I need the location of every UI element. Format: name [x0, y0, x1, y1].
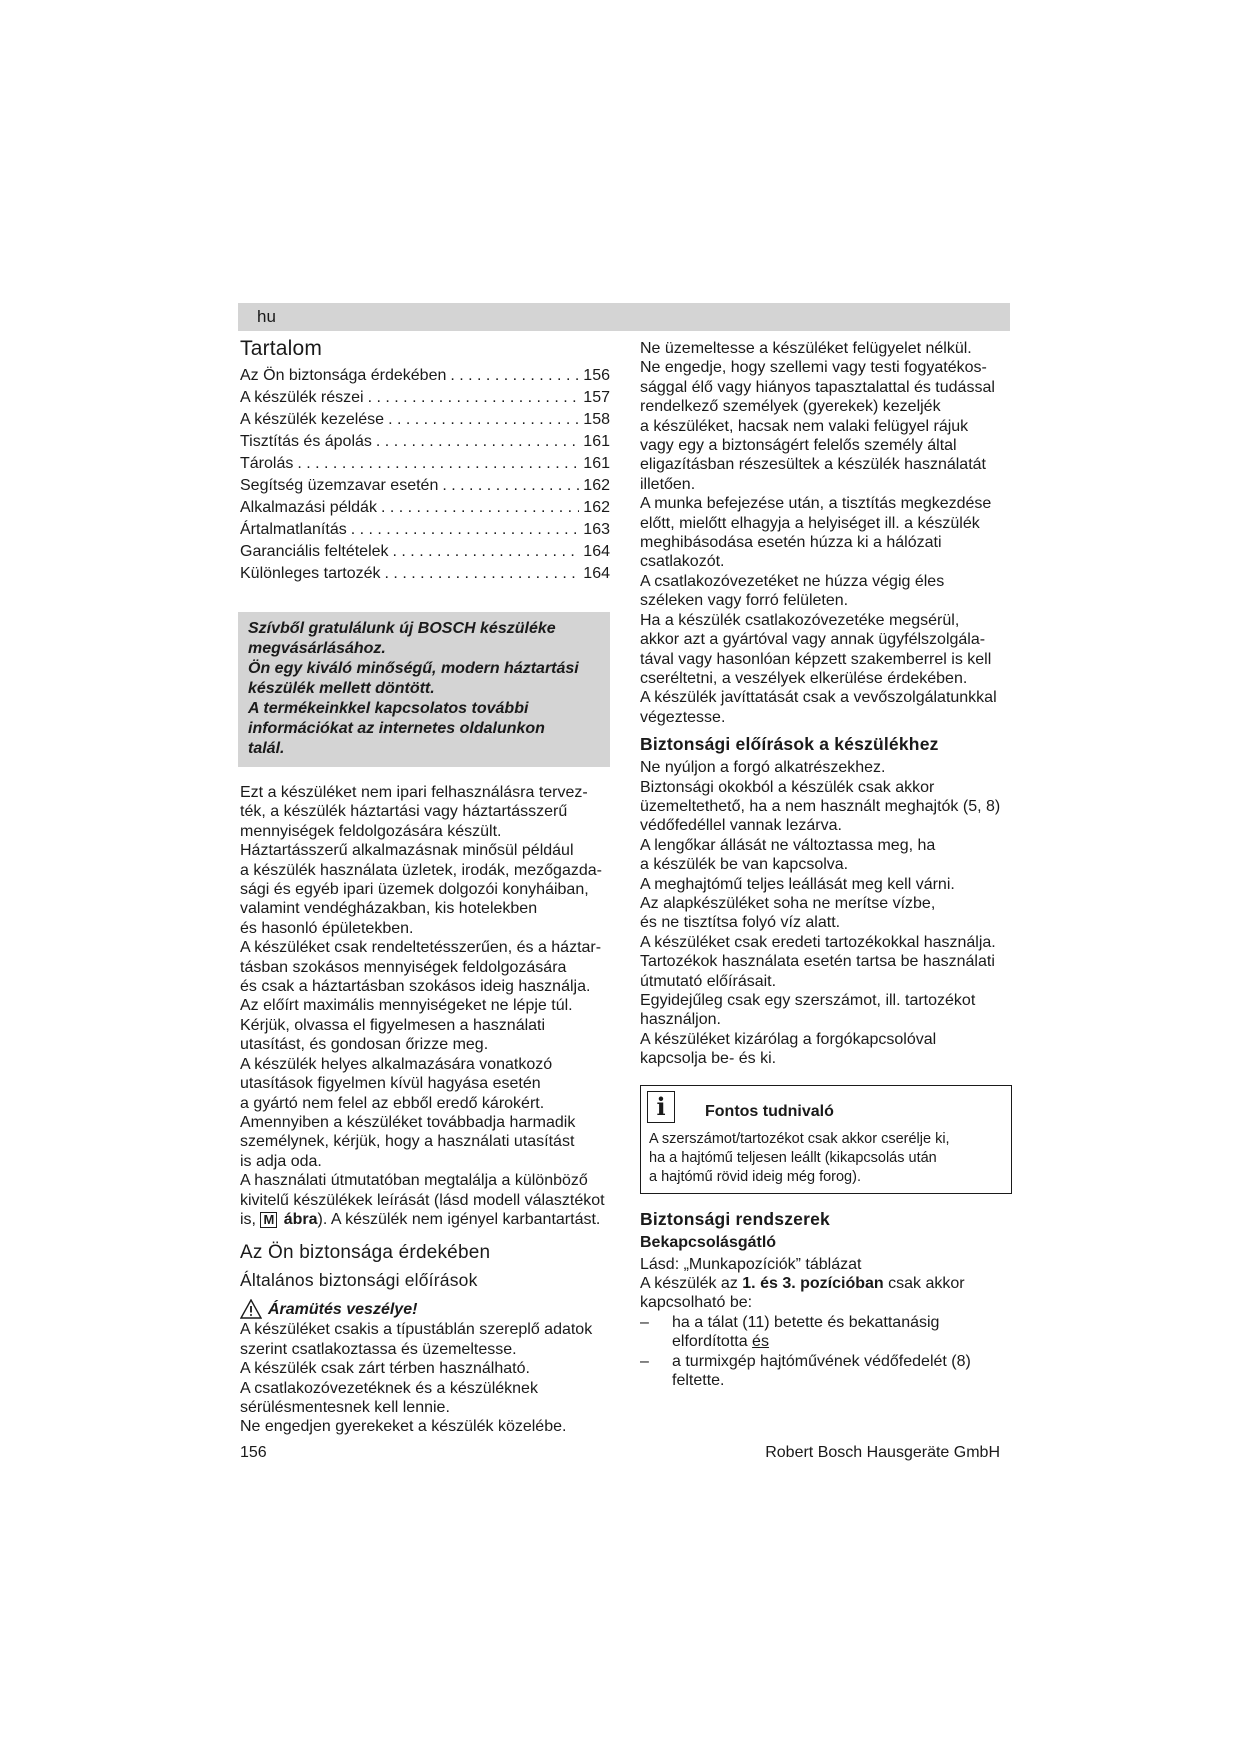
- toc-item: Segítség üzemzavar esetén . . . 162: [240, 476, 610, 498]
- toc-list: [240, 366, 610, 586]
- toc-item: Különleges tartozék . . . 164: [240, 564, 610, 586]
- toc-title: Tartalom: [240, 337, 323, 360]
- interlock-text: Lásd: „Munkapozíciók” táblázat A készülék az 1. és 3. pozícióban csak akkor kapcsolható be: – ha a tálat (11) betette és bekattanásig elfordította és – a turmixgép hajtóművének védőfedelét (8) feltette.: [640, 1255, 1012, 1391]
- info-i-icon: i: [647, 1091, 675, 1123]
- toc-item: A készülék kezelése . . . 158: [240, 410, 610, 432]
- device-safety-title: Biztonsági előírások a készülékhez: [640, 734, 939, 755]
- figure-m-icon: M: [260, 1212, 277, 1228]
- safety-systems-title: Biztonsági rendszerek: [640, 1208, 830, 1229]
- shock-warning: Áramütés veszélye!: [240, 1299, 610, 1319]
- footer-company: Robert Bosch Hausgeräte GmbH: [765, 1444, 1000, 1461]
- intro-box: Szívből gratulálunk új BOSCH készüléke megvásárlásához. Ön egy kiváló minőségű, modern háztartási készülék mellett döntött. A termékeinkkel kapcsolatos további információkat az internetes oldalunkon talál.: [238, 612, 610, 767]
- toc-item: Az Ön biztonsága érdekében . . . 156: [240, 366, 610, 388]
- language-bar: [238, 303, 1010, 331]
- interlock-subtitle: Bekapcsolásgátló: [640, 1233, 777, 1251]
- toc-item: Tárolás . . . 161: [240, 454, 610, 476]
- toc-item: Garanciális feltételek . . . 164: [240, 542, 610, 564]
- list-item: – a turmixgép hajtóművének védőfedelét (8) feltette.: [640, 1352, 971, 1390]
- page-number: 156: [240, 1444, 267, 1461]
- warning-triangle-icon: [240, 1299, 262, 1319]
- toc-item: Tisztítás és ápolás . . . 161: [240, 432, 610, 454]
- safety-subtitle: Általános biztonsági előírások: [240, 1270, 478, 1291]
- important-note-header: [649, 1086, 1003, 1124]
- device-safety-text: Ne nyúljon a forgó alkatrészekhez. Biztonsági okokból a készülék csak akkor üzemeltethető, ha a nem használt meghajtók (5, 8) védőfedéllel vannak lezárva. A lengőkar állását ne változtassa meg, ha a készülék be van kapcsolva. A meghajtómű teljes leállását meg kell várni. Az alapkészüléket soha ne merítse vízbe, és ne tisztítsa folyó víz alatt. A készüléket csak eredeti tartozékokkal használja. Tartozékok használata esetén tartsa be használati útmutató előírásait. Egyidejűleg csak egy szerszámot, ill. tartozékot használjon. A készüléket kizárólag a forgókapcsolóval kapcsolja be- és ki.: [640, 759, 1001, 1068]
- language-code: hu: [257, 307, 276, 326]
- safety-text: A készüléket csakis a típustáblán szereplő adatok szerint csatlakoztassa és üzemeltesse. A készülék csak zárt térben használható. A csatlakozóvezetéknek és a készüléknek sérülésmentesnek kell lennie. Ne engedjen gyerekeket a készülék közelébe.: [240, 1321, 593, 1436]
- safety-title: Az Ön biztonsága érdekében: [240, 1242, 491, 1264]
- right-column: [640, 339, 1012, 1390]
- list-item: – ha a tálat (11) betette és bekattanásig elfordította és: [640, 1313, 940, 1351]
- safety-text-continued: Ne üzemeltesse a készüléket felügyelet nélkül. Ne engedje, hogy szellemi vagy testi fogyatékos- sággal élő vagy hiányos tapasztalattal és tudással rendelkező személyek (gyerekek) kezeljék a készüléket, hacsak nem valaki felügyel rájuk vagy egy a biztonságért felelős személy által eligazításban részesültek a készülék használatát illetően. A munka befejezése után, a tisztítás megkezdése előtt, mielőtt elhagyja a helyiséget ill. a készülék meghibásodása esetén húzza ki a hálózati csatlakozót. A csatlakozóvezetéket ne húzza végig éles széleken vagy forró felületen. Ha a készülék csatlakozóvezetéke megsérül, akkor azt a gyártóval vagy annak ügyfélszolgála- tával vagy hasonlóan képzett szakemberrel is kell cseréltetni, a veszélyek elkerülése érdekében. A készülék javíttatását csak a vevőszolgálatunkkal végeztesse.: [640, 340, 997, 726]
- important-note-text: A szerszámot/tartozékot csak akkor cserélje ki, ha a hajtómű teljesen leállt (kikapcsolás után a hajtómű rövid ideig még forog).: [649, 1130, 950, 1185]
- important-note-box: [640, 1085, 1012, 1194]
- toc-item: Ártalmatlanítás . . . 163: [240, 520, 610, 542]
- important-note-title: Fontos tudnivaló: [705, 1103, 834, 1121]
- model-reference-line: is, M ábra). A készülék nem igényel karbantartást.: [240, 1210, 601, 1228]
- toc-item: Alkalmazási példák . . . 162: [240, 498, 610, 520]
- toc-item: A készülék részei . . . 157: [240, 388, 610, 410]
- left-column: [240, 336, 610, 1437]
- interlock-conditions: [640, 1313, 1012, 1391]
- intro-text: Ezt a készüléket nem ipari felhasználásra tervez- ték, a készülék háztartási vagy háztartásszerű mennyiségek feldolgozására készült. Háztartásszerű alkalmazásnak minősül például a készülék használata üzletek, irodák, mezőgazda- sági és egyéb ipari üzemek dolgozói konyháiban, valamint vendégházakban, kis hotelekben és hasonló épületekben. A készüléket csak rendeltetésszerűen, és a háztar- tásban szokásos mennyiségek feldolgozására és csak a háztartásban szokásos ideig használja. Az előírt maximális mennyiségeket ne lépje túl. Kérjük, olvassa el figyelmesen a használati utasítást, és gondosan őrizze meg. A készülék helyes alkalmazására vonatkozó utasítások figyelmen kívül hagyása esetén a gyártó nem felel az ebből eredő károkért. Amennyiben a készüléket továbbadja harmadik személynek, kérjük, hogy a használati utasítást is adja oda. A használati útmutatóban megtalálja a különböző kivitelű készülékek leírását (lásd modell választékot is, M ábra). A készülék nem igényel karbantartást.: [240, 783, 610, 1229]
